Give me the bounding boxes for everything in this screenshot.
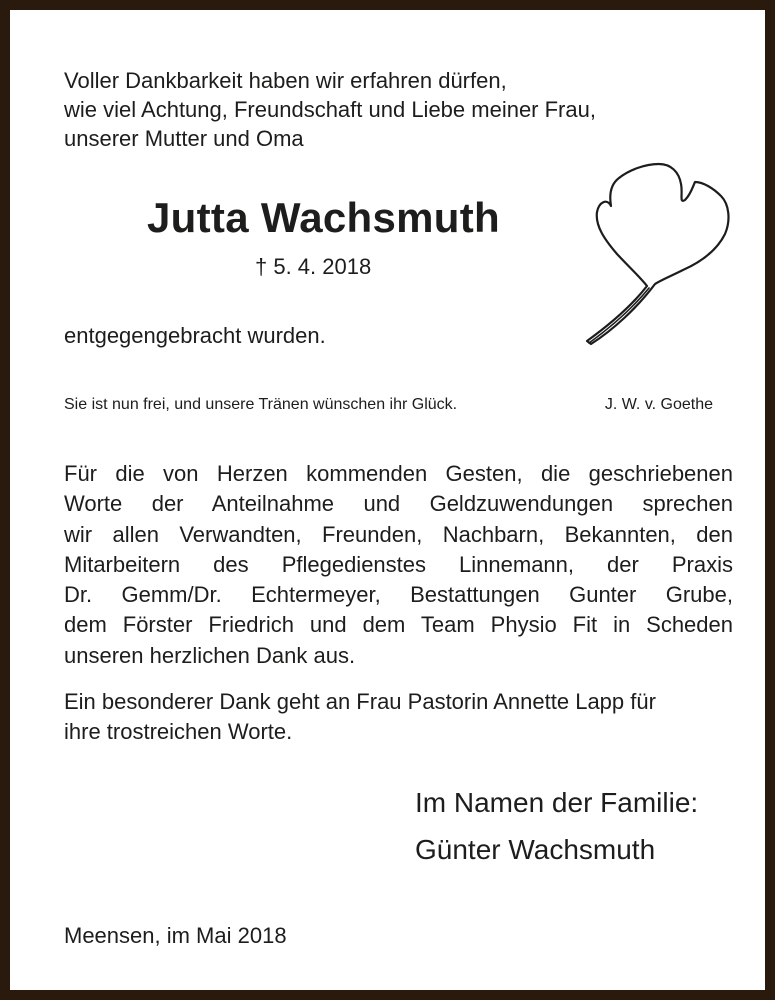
thanks-line: wir allen Verwandten, Freunden, Nachbarn, Bekannten, den (64, 521, 733, 547)
intro-continuation: entgegengebracht wurden. (64, 323, 326, 348)
place-date: Meensen, im Mai 2018 (64, 923, 287, 948)
intro-line: Voller Dankbarkeit haben wir erfahren dürfen, (64, 68, 507, 93)
special-thanks-paragraph (64, 687, 656, 747)
death-date: † 5. 4. 2018 (255, 254, 372, 279)
deceased-name: Jutta Wachsmuth (147, 194, 500, 241)
signer-name: Günter Wachsmuth (415, 834, 656, 865)
thanks-line: Für die von Herzen kommenden Gesten, die geschriebenen (64, 461, 733, 486)
intro-line: unserer Mutter und Oma (64, 126, 304, 151)
thanks-line: Dr. Gemm/Dr. Echtermeyer, Bestattungen Gunter Grube, (64, 582, 733, 608)
quote-author: J. W. v. Goethe (604, 396, 713, 413)
special-thanks-line: ihre trostreichen Worte. (64, 719, 293, 744)
thanks-line: Mitarbeitern des Pflegedienstes Linnemann, der Praxis (64, 551, 733, 577)
ginkgo-leaf-icon (575, 158, 735, 348)
intro-text (64, 66, 596, 153)
thanks-line: Worte der Anteilnahme und Geldzuwendungen sprechen (64, 491, 733, 517)
special-thanks-line: Ein besonderer Dank geht an Frau Pastorin Annette Lapp für (64, 689, 656, 714)
thanks-line: unseren herzlichen Dank aus. (64, 642, 356, 668)
thanks-line: dem Förster Friedrich und dem Team Physio Fit in Scheden (64, 612, 733, 638)
family-label: Im Namen der Familie: (415, 787, 699, 818)
thanks-paragraph (64, 459, 733, 671)
intro-line: wie viel Achtung, Freundschaft und Liebe meiner Frau, (64, 97, 596, 122)
quote-text: Sie ist nun frei, und unsere Tränen wünschen ihr Glück. (64, 396, 458, 413)
